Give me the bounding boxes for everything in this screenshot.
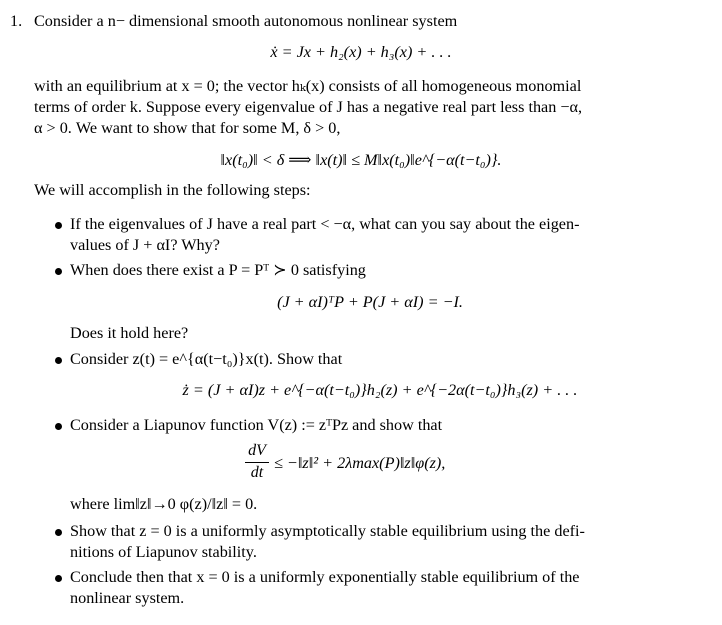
system-equation: ẋ = Jx + h₂(x) + h₃(x) + . . .	[270, 43, 452, 61]
problem-number: 1.	[10, 12, 23, 30]
step-6-line-2: nonlinear system.	[70, 589, 185, 607]
bullet-step-2	[55, 268, 62, 275]
step-1-line-2: values of J + αI? Why?	[70, 236, 220, 254]
step-3-line-1: Consider z(t) = e^{α(t−t₀)}x(t). Show that	[70, 350, 343, 368]
bullet-step-1	[55, 222, 62, 229]
paragraph-line-1: with an equilibrium at x = 0; the vector hₖ(x) consists of all homogeneous monomial	[34, 77, 582, 95]
goal-equation: ‖x(t₀)‖ < δ ⟹ ‖x(t)‖ ≤ M‖x(t₀)‖e^{−α(t−t₀)}.	[220, 151, 502, 169]
step-4-equation: ≤ −‖z‖² + 2λmax(P)‖z‖φ(z),	[274, 454, 446, 472]
paragraph-line-3: α > 0. We want to show that for some M, δ > 0,	[34, 119, 341, 137]
bullet-step-4	[55, 423, 62, 430]
problem-intro: Consider a n− dimensional smooth autonomous nonlinear system	[34, 12, 458, 30]
dt-denominator: dt	[250, 464, 264, 481]
step-6-line-1: Conclude then that x = 0 is a uniformly exponentially stable equilibrium of the	[70, 568, 580, 586]
bullet-step-3	[55, 357, 62, 364]
step-1-line-1: If the eigenvalues of J have a real part < −α, what can you say about the eigen-	[70, 215, 580, 233]
step-4-line-1: Consider a Liapunov function V(z) := zᵀPz and show that	[70, 416, 443, 434]
fraction-bar	[245, 462, 269, 463]
step-3-equation: ż = (J + αI)z + e^{−α(t−t₀)}h₂(z) + e^{−2α(t−t₀)}h₃(z) + . . .	[182, 381, 578, 399]
bullet-step-6	[55, 575, 62, 582]
step-5-line-1: Show that z = 0 is a uniformly asymptotically stable equilibrium using the defi-	[70, 522, 585, 540]
step-5-line-2: nitions of Liapunov stability.	[70, 543, 257, 561]
step-4-where: where lim‖z‖→0 φ(z)/‖z‖ = 0.	[70, 495, 258, 513]
dv-numerator: dV	[248, 442, 266, 459]
step-2-line-1: When does there exist a P = Pᵀ ≻ 0 satisfying	[70, 261, 366, 279]
step-2-equation: (J + αI)ᵀP + P(J + αI) = −I.	[277, 293, 463, 311]
paragraph-line-2: terms of order k. Suppose every eigenvalue of J has a negative real part less than −α,	[34, 98, 583, 116]
step-2-line-2: Does it hold here?	[70, 324, 189, 342]
bullet-step-5	[55, 529, 62, 536]
steps-intro: We will accomplish in the following steps:	[34, 181, 311, 199]
